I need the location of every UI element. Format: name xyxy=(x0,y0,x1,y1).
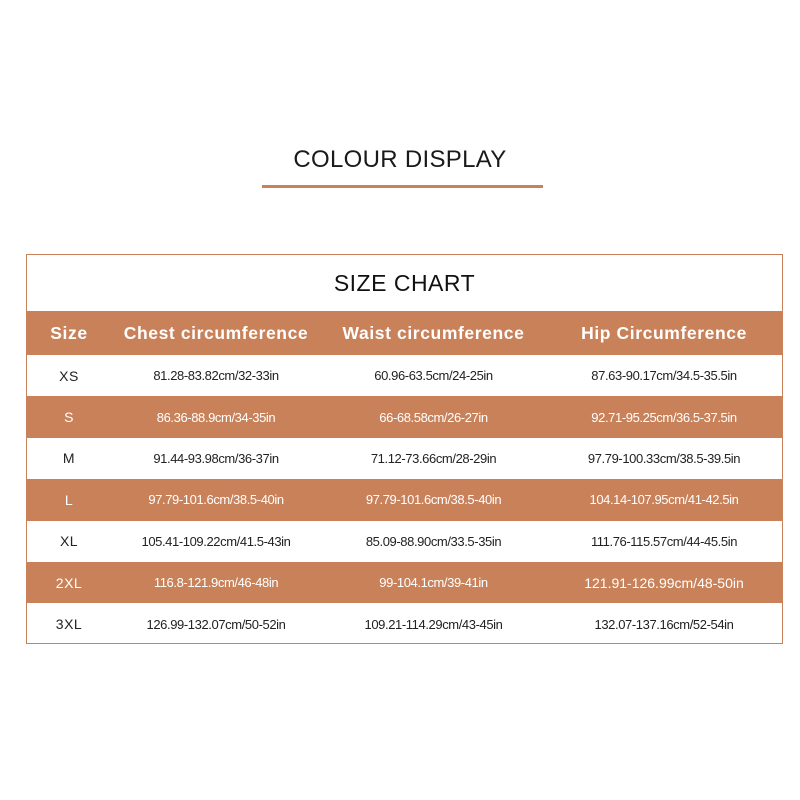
waist-cell: 85.09-88.90cm/33.5-35in xyxy=(365,533,502,549)
heading-underline xyxy=(262,185,543,188)
size-cell: XL xyxy=(59,533,79,550)
hip-cell: 97.79-100.33cm/38.5-39.5in xyxy=(587,450,741,466)
chest-cell: 105.41-109.22cm/41.5-43in xyxy=(141,533,291,549)
size-cell: 2XL xyxy=(55,574,83,591)
table-row xyxy=(27,479,782,520)
table-row xyxy=(27,396,782,437)
waist-cell: 66-68.58cm/26-27in xyxy=(379,409,488,425)
waist-cell: 60.96-63.5cm/24-25in xyxy=(374,368,493,384)
size-cell: 3XL xyxy=(55,616,83,633)
chest-cell: 86.36-88.9cm/34-35in xyxy=(156,409,276,425)
page-heading: COLOUR DISPLAY xyxy=(293,146,507,173)
table-row xyxy=(27,562,782,603)
chest-cell: 97.79-101.6cm/38.5-40in xyxy=(148,492,284,508)
waist-cell: 71.12-73.66cm/28-29in xyxy=(370,450,497,466)
table-row xyxy=(27,355,782,396)
column-header-chest: Chest circumference xyxy=(123,322,309,343)
column-header-size: Size xyxy=(50,322,88,343)
size-cell: M xyxy=(62,450,76,467)
table-row xyxy=(27,438,782,479)
chest-cell: 126.99-132.07cm/50-52in xyxy=(146,616,286,632)
chest-cell: 91.44-93.98cm/36-37in xyxy=(153,450,279,466)
chest-cell: 81.28-83.82cm/32-33in xyxy=(153,368,279,384)
chest-cell: 116.8-121.9cm/46-48in xyxy=(153,575,279,591)
hip-cell: 111.76-115.57cm/44-45.5in xyxy=(590,533,738,549)
table-row xyxy=(27,521,782,562)
hip-cell: 132.07-137.16cm/52-54in xyxy=(594,616,734,632)
hip-cell: 87.63-90.17cm/34.5-35.5in xyxy=(591,368,737,384)
waist-cell: 97.79-101.6cm/38.5-40in xyxy=(365,492,502,508)
waist-cell: 99-104.1cm/39-41in xyxy=(379,575,488,591)
size-cell: XS xyxy=(59,367,79,384)
size-cell: L xyxy=(64,491,74,508)
hip-cell: 104.14-107.95cm/41-42.5in xyxy=(589,492,739,508)
column-header-hip: Hip Circumference xyxy=(581,322,747,343)
table-row xyxy=(27,603,782,644)
size-cell: S xyxy=(64,409,74,426)
size-chart-table xyxy=(26,254,783,644)
hip-cell: 92.71-95.25cm/36.5-37.5in xyxy=(591,409,737,425)
size-chart-title: SIZE CHART xyxy=(333,270,476,296)
hip-cell: 121.91-126.99cm/48-50in xyxy=(584,574,744,591)
waist-cell: 109.21-114.29cm/43-45in xyxy=(364,616,503,632)
table-header-row xyxy=(27,311,782,355)
column-header-waist: Waist circumference xyxy=(342,322,525,343)
